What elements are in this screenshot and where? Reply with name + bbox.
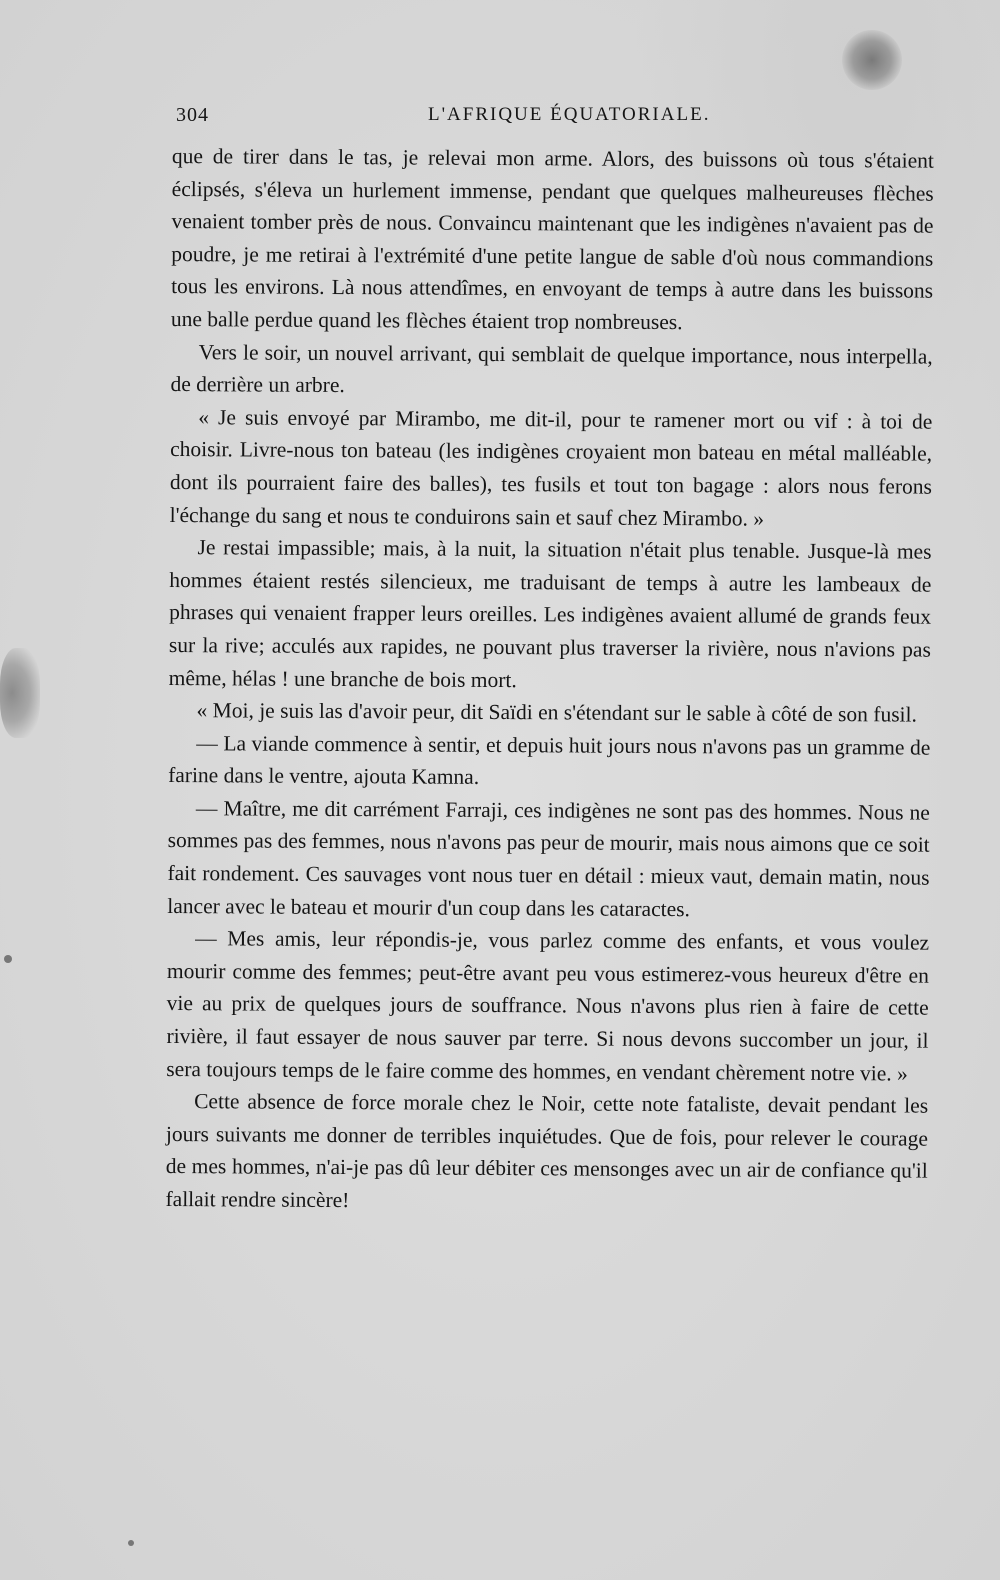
- paragraph: Vers le soir, un nouvel arrivant, qui semblait de quelque importance, nous interpella, de derrière un arbre.: [170, 339, 933, 398]
- ink-stain: [0, 648, 40, 738]
- running-title: L'AFRIQUE ÉQUATORIALE.: [428, 104, 711, 125]
- page-number: 304: [176, 104, 209, 126]
- ink-stain: [842, 30, 902, 90]
- paragraph: Cette absence de force morale chez le Noir, cette note fataliste, devait pendant les jours suivants me donner de terribles inquiétudes. Que de fois, pour relever le courage de mes hommes, n'ai-je pas dû leur débiter ces mensonges avec un air de confiance qu'il fallait rendre sincère!: [165, 1089, 929, 1213]
- paragraph: Je restai impassible; mais, à la nuit, la situation n'était plus tenable. Jusque-là mes hommes étaient restés silencieux, me traduisant de temps à autre les lambeaux de phrases qui venaient frapper leurs oreilles. Les indigènes avaient allumé de grands feux sur la rive; acculés aux rapides, ne pouvant plus traverser la rivière, nous n'avions pas même, hélas ! une branche de bois mort.: [168, 535, 932, 692]
- paragraph: « Je suis envoyé par Mirambo, me dit-il, pour te ramener mort ou vif : à toi de choisir. Livre-nous ton bateau (les indigènes croyaient mon bateau en métal malléable, dont ils pourraient faire des balles), tes fusils et tout ton bagage : alors nous ferons l'échange du sang et nous te conduirons sain et sauf chez Mirambo. »: [169, 404, 933, 531]
- body-text: [165, 140, 934, 1220]
- paragraph: — Mes amis, leur répondis-je, vous parlez comme des enfants, et vous voulez mourir comme des femmes; peut-être avant peu vous estimerez-vous heureux d'être en vie au prix de quelques jours de souffrance. Nous n'avons plus rien à faire de cette rivière, il faut essayer de nous sauver par terre. Si nous devons succomber un jour, il sera toujours temps de le faire comme des hommes, en vendant chèrement notre vie. »: [166, 926, 930, 1086]
- paragraph: que de tirer dans le tas, je relevai mon arme. Alors, des buissons où tous s'étaient éclipsés, s'éleva un hurlement immense, pendant que quelques malheureuses flèches venaient tomber près de nous. Convaincu maintenant que les indigènes n'avaient pas de poudre, je me retirai à l'extrémité d'une petite langue de sable d'où nous commandions tous les environs. Là nous attendîmes, en envoyant de temps à autre dans les buissons une balle perdue quand les flèches étaient trop nombreuses.: [170, 143, 934, 335]
- paragraph: — La viande commence à sentir, et depuis huit jours nous n'avons pas un gramme de farine dans le ventre, ajouta Kamna.: [168, 730, 931, 790]
- page-header: [176, 104, 934, 134]
- speck: [128, 1540, 134, 1546]
- speck: [4, 955, 12, 963]
- paragraph: « Moi, je suis las d'avoir peur, dit Saïdi en s'étendant sur le sable à côté de son fusil.: [196, 698, 917, 727]
- paragraph: — Maître, me dit carrément Farraji, ces indigènes ne sont pas des hommes. Nous ne sommes pas des femmes, nous n'avons pas peur de mourir, mais nous aimons que ce soit fait rondement. Ces sauvages vont nous tuer en détail : mieux vaut, demain matin, nous lancer avec le bateau et mourir d'un coup dans les cataractes.: [167, 796, 930, 921]
